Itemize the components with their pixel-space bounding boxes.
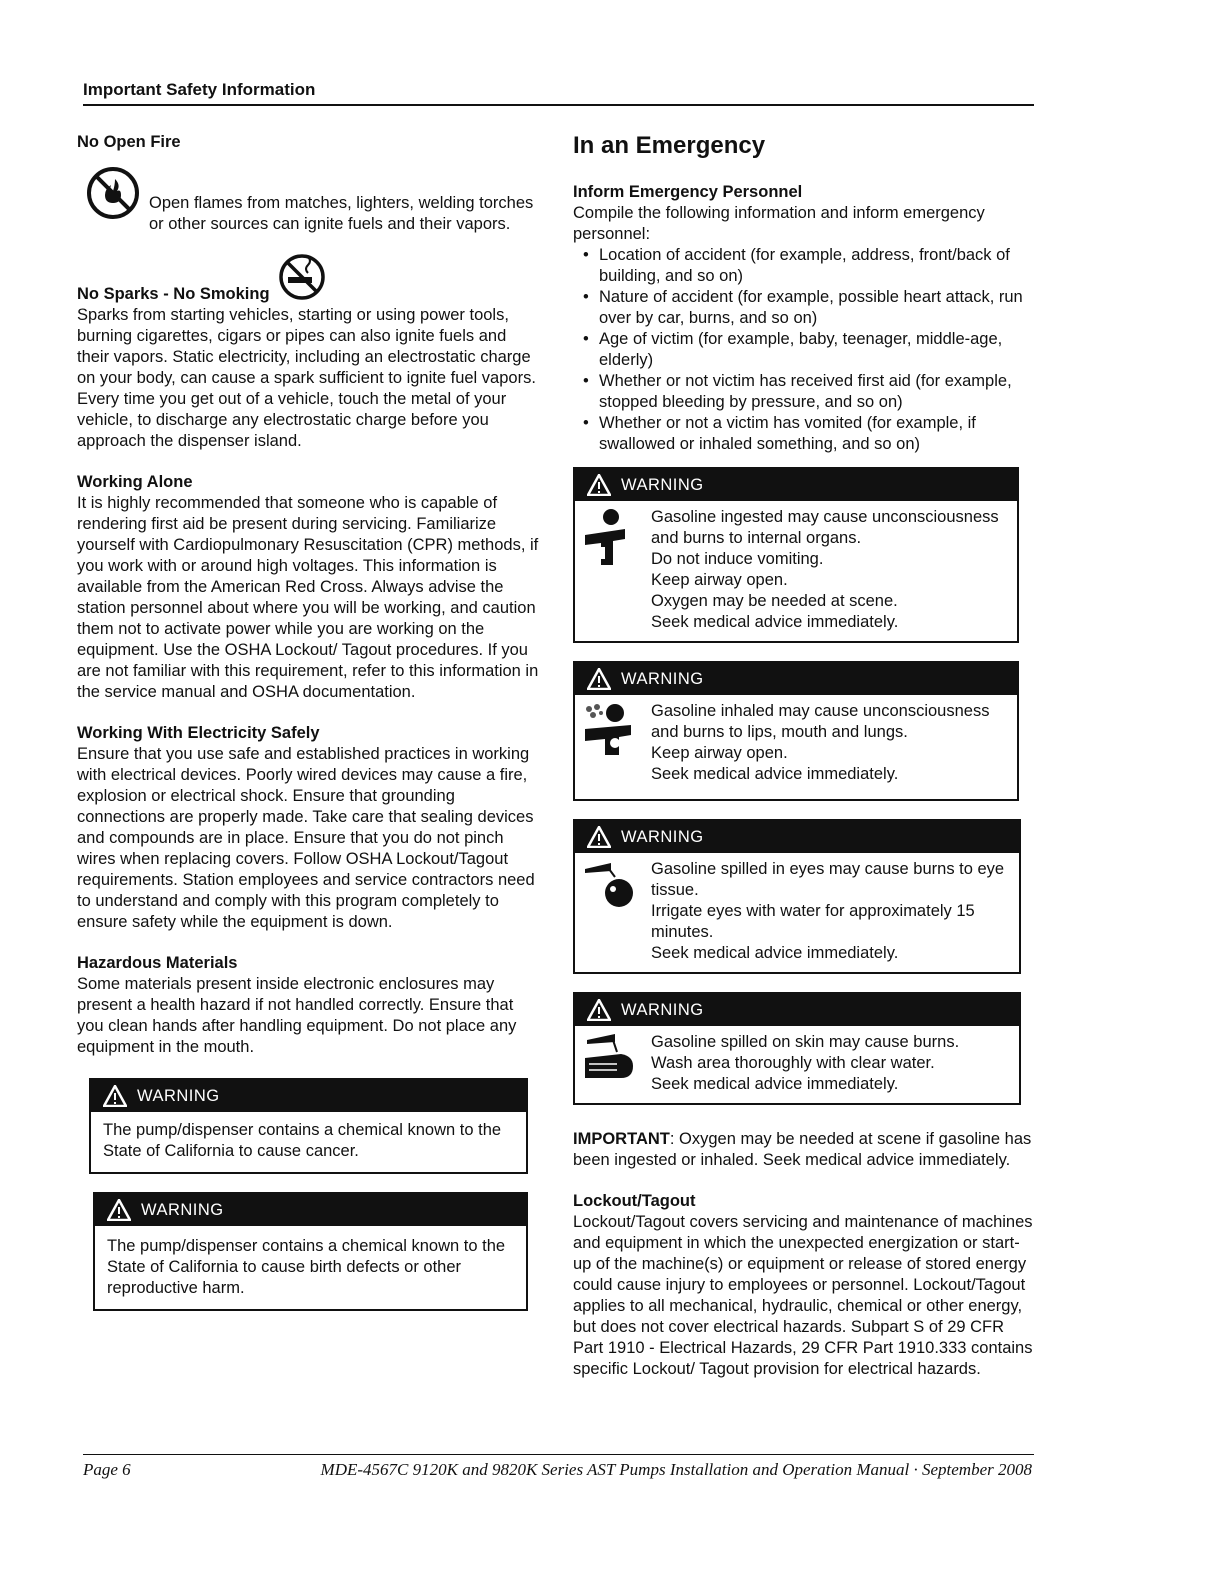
important-note: [573, 1129, 1033, 1171]
warning-text: The pump/dispenser contains a chemical known to the State of California to cause birth defects or other reproductive harm.: [107, 1237, 506, 1297]
no-smoking-icon: [278, 253, 326, 307]
warning-line: Irrigate eyes with water for approximately 15 minutes.: [651, 902, 975, 941]
warning-box-birth-defects: [93, 1192, 528, 1311]
list-item: • Whether or not victim has received first aid (for example, stopped bleeding by pressure, and so on): [581, 371, 1033, 413]
warning-line: Gasoline inhaled may cause unconsciousness and burns to lips, mouth and lungs.: [651, 702, 990, 741]
warning-header: [91, 1080, 526, 1112]
text-inform-intro: Compile the following information and inform emergency personnel:: [573, 204, 985, 243]
warning-box-ingestion: [573, 467, 1019, 643]
page-header-title: Important Safety Information: [83, 80, 316, 99]
warning-line: Gasoline ingested may cause unconsciousness and burns to internal organs.: [651, 508, 999, 547]
warning-header: [575, 994, 1019, 1026]
warning-label: WARNING: [621, 1000, 704, 1019]
heading-hazardous: Hazardous Materials: [77, 954, 238, 972]
warning-triangle-icon: [587, 474, 611, 496]
skin-hazard-icon: [581, 1032, 651, 1095]
warning-line: Keep airway open.: [651, 571, 788, 589]
list-item: • Age of victim (for example, baby, teenager, middle-age, elderly): [581, 329, 1033, 371]
warning-triangle-icon: [587, 999, 611, 1021]
text-no-sparks: Sparks from starting vehicles, starting or using power tools, burning cigarettes, cigars or pipes can also ignite fuels and their vapors. Static electricity, including an electrostatic charge on your body, can cause a spark sufficient to ignite fuel vapors. Every time you get out of a vehicle, touch the metal of your vehicle, to discharge any electrostatic charge before you approach the dispenser island.: [77, 306, 536, 450]
warning-box-inhalation: [573, 661, 1019, 801]
warning-text: The pump/dispenser contains a chemical known to the State of California to cause cancer.: [103, 1121, 502, 1160]
warning-triangle-icon: [587, 826, 611, 848]
warning-triangle-icon: [587, 668, 611, 690]
warning-box-eye: [573, 819, 1021, 974]
section-no-sparks: [77, 253, 542, 452]
no-open-fire-icon: [85, 165, 141, 227]
right-column: [573, 132, 1033, 1400]
heading-no-sparks: No Sparks - No Smoking: [77, 285, 270, 303]
ingestion-hazard-icon: [581, 507, 651, 633]
text-lockout: Lockout/Tagout covers servicing and maintenance of machines and equipment in which the unexpected energization or start-up of the machine(s) or equipment or release of stored energy could cause injury to employees or personnel. Lockout/Tagout applies to all mechanical, hydraulic, chemical or other energy, but does not cover electrical hazards. Subpart S of 29 CFR Part 1910 - Electrical Hazards, 29 CFR Part 1910.333 contains specific Lockout/ Tagout provision for electrical hazards.: [573, 1213, 1033, 1378]
warning-box-skin: [573, 992, 1021, 1105]
warning-label: WARNING: [137, 1086, 220, 1105]
text-working-alone: It is highly recommended that someone who is capable of rendering first aid be present during servicing. Familiarize yourself with Cardiopulmonary Resuscitation (CPR) methods, if you work with or around high voltages. This information is available from the American Red Cross. Always advise the station personnel about where you will be working, and caution them not to activate power while you are working on the equipment. Use the OSHA Lockout/ Tagout procedures. If you are not familiar with this requirement, refer to this information in the service manual and OSHA documentation.: [77, 494, 539, 701]
warning-triangle-icon: [107, 1199, 131, 1221]
warning-line: Keep airway open.: [651, 744, 788, 762]
heading-electricity: Working With Electricity Safely: [77, 724, 320, 742]
inhalation-hazard-icon: [581, 701, 651, 785]
warning-line: Gasoline spilled in eyes may cause burns to eye tissue.: [651, 860, 1005, 899]
warning-line: Seek medical advice immediately.: [651, 1075, 899, 1093]
text-electricity: Ensure that you use safe and established practices in working with electrical devices. Poorly wired devices may cause a fire, explosion or electrical shock. Ensure that grounding connections are properly made. Take care that sealing devices and compounds are in place. Ensure that you do not pinch wires when replacing covers. Follow OSHA Lockout/Tagout requirements. Station employees and service contractors need to understand and comply with this program completely to ensure safety while the equipment is down.: [77, 745, 535, 931]
warning-line: Seek medical advice immediately.: [651, 944, 899, 962]
list-item: • Nature of accident (for example, possible heart attack, run over by car, burns, and so on): [581, 287, 1033, 329]
section-important: [573, 1129, 1033, 1171]
emergency-title: In an Emergency: [573, 132, 766, 159]
footer-rule: [83, 1454, 1034, 1455]
section-inform: [573, 182, 1033, 455]
left-column: [77, 132, 542, 1329]
warning-line: Seek medical advice immediately.: [651, 613, 899, 631]
warning-line: Wash area thoroughly with clear water.: [651, 1054, 935, 1072]
section-lockout: [573, 1191, 1033, 1380]
footer-document-title: MDE-4567C 9120K and 9820K Series AST Pumps Installation and Operation Manual · September 2008: [320, 1460, 1032, 1479]
list-item: • Location of accident (for example, address, front/back of building, and so on): [581, 245, 1033, 287]
section-no-open-fire: [77, 132, 542, 235]
important-text: : Oxygen may be needed at scene if gasoline has been ingested or inhaled. Seek medical advice immediately.: [573, 1130, 1032, 1169]
text-no-open-fire: Open flames from matches, lighters, welding torches or other sources can ignite fuels and their vapors.: [149, 194, 534, 233]
warning-line: Oxygen may be needed at scene.: [651, 592, 898, 610]
heading-inform: Inform Emergency Personnel: [573, 183, 803, 201]
warning-header: [575, 663, 1017, 695]
header-rule: [83, 104, 1034, 106]
important-label: IMPORTANT: [573, 1130, 670, 1148]
inform-list: [573, 245, 1033, 455]
section-electricity: [77, 723, 542, 933]
warning-label: WARNING: [621, 669, 704, 688]
warning-line: Seek medical advice immediately.: [651, 765, 899, 783]
heading-working-alone: Working Alone: [77, 473, 193, 491]
section-working-alone: [77, 472, 542, 703]
warning-label: WARNING: [621, 827, 704, 846]
warning-line: Do not induce vomiting.: [651, 550, 824, 568]
heading-lockout: Lockout/Tagout: [573, 1192, 696, 1210]
warning-header: [95, 1194, 526, 1226]
warning-header: [575, 821, 1019, 853]
warning-label: WARNING: [141, 1200, 224, 1219]
footer-page-number: Page 6: [83, 1460, 131, 1479]
eye-hazard-icon: [581, 859, 651, 964]
heading-no-open-fire: No Open Fire: [77, 133, 181, 151]
warning-header: [575, 469, 1017, 501]
warning-label: WARNING: [621, 475, 704, 494]
warning-box-cancer: [89, 1078, 528, 1174]
warning-triangle-icon: [103, 1085, 127, 1107]
text-hazardous: Some materials present inside electronic enclosures may present a health hazard if not handled correctly. Ensure that you clean hands after handling equipment. Do not place any equipment in the mouth.: [77, 975, 517, 1056]
warning-line: Gasoline spilled on skin may cause burns.: [651, 1033, 960, 1051]
list-item: • Whether or not a victim has vomited (for example, if swallowed or inhaled something, and so on): [581, 413, 1033, 455]
section-hazardous: [77, 953, 542, 1058]
